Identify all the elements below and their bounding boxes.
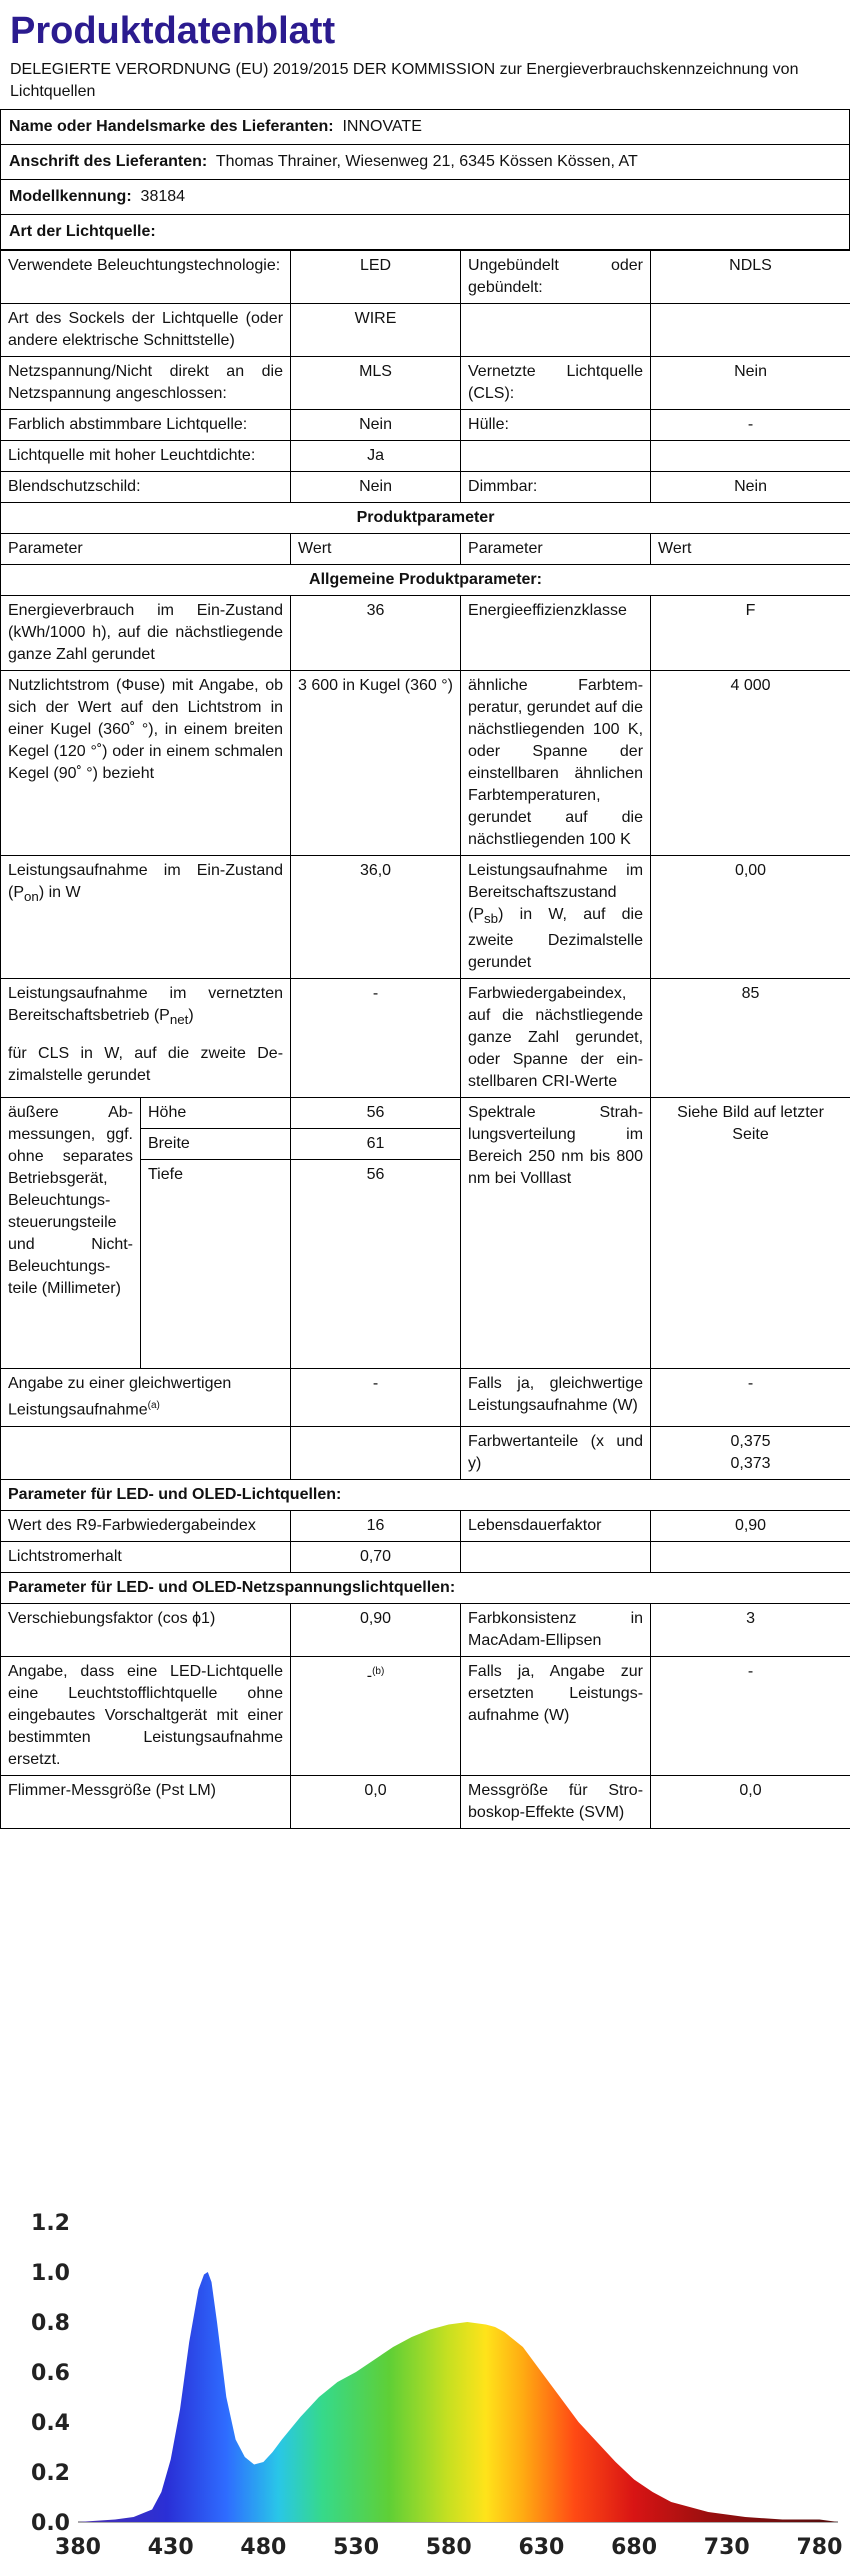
param-value: -: [291, 1369, 461, 1426]
param-value: 85: [651, 979, 850, 1098]
param-label: Lichtstromerhalt: [1, 1541, 291, 1572]
lighttype-row: [1, 472, 850, 503]
model-value: 38184: [141, 188, 186, 205]
param-row: [1, 1541, 850, 1572]
param-label: Lichtquelle mit hoher Leuchtdichte:: [1, 441, 291, 472]
empty-cell: [461, 1541, 651, 1572]
lighttype-row: [1, 251, 850, 304]
supplier-address-label: Anschrift des Lieferanten:: [9, 153, 207, 170]
spectrum-chart: [0, 2210, 850, 2560]
param-label: Leistungsaufnahme im Ein-Zustand $(P_{on})$ in W: [1, 856, 291, 979]
param-label: Energieverbrauch im Ein-Zustand (kWh/1000 h), auf die nächstliegende ganze Zahl gerundet: [1, 596, 291, 671]
param-row: [1, 1603, 850, 1656]
param-value: 16: [291, 1510, 461, 1541]
model-label: Modellkennung:: [9, 188, 132, 205]
x-tick-label: 530: [333, 2535, 379, 2560]
x-tick-label: 680: [611, 2535, 657, 2560]
param-label: Angabe, dass eine LED-Lichtquelle eine Leuchtstofflichtquelle ohne eingebautes Vorschaltgerät mit einer bestimmten Leistungsaufnahme ersetzt.: [1, 1656, 291, 1775]
param-value: Nein: [651, 357, 850, 410]
y-tick-label: 0.8: [31, 2311, 70, 2336]
param-label: Angabe zu einer gleichwertigen Leistungsaufnahme$^{(a)}$: [1, 1369, 291, 1426]
param-value: -: [651, 1369, 850, 1426]
param-value: 0,90: [291, 1603, 461, 1656]
parameter-table: [0, 250, 850, 1829]
param-label: Farbkonsistenz in MacAdam-Ellipsen: [461, 1603, 651, 1656]
param-label: Energieeffizienzklasse: [461, 596, 651, 671]
supplier-address-value: Thomas Thrainer, Wiesenweg 21, 6345 Kössen Kössen, AT: [216, 153, 638, 170]
dimensions-label: äußere Abmessungen, ggf. ohne separates Betriebsgerät, Beleuchtungssteuerungsteile und Nicht-Beleuchtungsteile (Millimeter): [1, 1098, 141, 1369]
x-tick-label: 630: [518, 2535, 564, 2560]
depth-value: 56: [291, 1160, 461, 1369]
param-value: 0,90: [651, 1510, 850, 1541]
regulation-subtitle: DELEGIERTE VERORDNUNG (EU) 2019/2015 DER KOMMISSION zur Energieverbrauchskennzeichnung von Lichtquellen: [10, 59, 840, 103]
param-label: ähnliche Farbtemperatur, gerundet auf die nächstliegenden 100 K, oder Spanne der einstellbaren ähnlichen Farbtemperaturen, gerundet auf die nächstliegenden 100 K: [461, 671, 651, 856]
param-label: Falls ja, gleichwertige Leistungsaufnahme (W): [461, 1369, 651, 1426]
supplier-name-row: [0, 109, 850, 145]
page-title: Produktdatenblatt: [10, 10, 850, 53]
param-value: 0,0: [291, 1775, 461, 1828]
param-value: 0,70: [291, 1541, 461, 1572]
x-tick-label: 580: [426, 2535, 472, 2560]
param-label: Wert des R9-Farbwiedergabeindex: [1, 1510, 291, 1541]
param-value: LED: [291, 251, 461, 304]
param-label: Leistungsaufnahme im vernetzten Bereitschaftsbetrieb $(P_{net})$ für CLS in W, auf die zweite Dezimalstelle gerundet: [1, 979, 291, 1098]
y-tick-label: 0.2: [31, 2461, 70, 2486]
spectrum-area: [78, 2272, 838, 2522]
spectral-label: Spektrale Strahlungsverteilung im Bereich 250 nm bis 800 nm bei Volllast: [461, 1098, 651, 1369]
x-tick-label: 730: [704, 2535, 750, 2560]
param-value: Nein: [651, 472, 850, 503]
param-label: Blendschutzschild:: [1, 472, 291, 503]
empty-cell: [651, 304, 850, 357]
param-label: Messgröße für Stroboskop-Effekte (SVM): [461, 1775, 651, 1828]
param-row: [1, 856, 850, 979]
param-label: Flimmer-Messgröße (Pst LM): [1, 1775, 291, 1828]
width-label: Breite: [141, 1129, 291, 1160]
param-row: [1, 596, 850, 671]
width-value: 61: [291, 1129, 461, 1160]
column-header: Parameter: [1, 534, 291, 565]
y-tick-label: 1.0: [31, 2261, 70, 2286]
param-label: Verwendete Beleuchtungstechnologie:: [1, 251, 291, 304]
lighttype-row: [1, 410, 850, 441]
param-value: 0,375 0,373: [651, 1426, 850, 1479]
param-row: [1, 1656, 850, 1775]
param-value: 4 000: [651, 671, 850, 856]
spectral-value: Siehe Bild auf letzter Seite: [651, 1098, 850, 1369]
empty-cell: [291, 1426, 461, 1479]
param-value: -: [291, 979, 461, 1098]
x-tick-label: 480: [240, 2535, 286, 2560]
param-value: Nein: [291, 410, 461, 441]
param-label: Falls ja, Angabe zur ersetzten Leistungsaufnahme (W): [461, 1656, 651, 1775]
param-row: [1, 1426, 850, 1479]
x-tick-label: 380: [55, 2535, 101, 2560]
supplier-name-value: INNOVATE: [342, 118, 421, 135]
empty-cell: [461, 304, 651, 357]
supplier-name-label: Name oder Handelsmarke des Lieferanten:: [9, 118, 334, 135]
param-row: [1, 979, 850, 1098]
section-heading: Allgemeine Produktparameter:: [1, 565, 850, 596]
param-label: Farbwertanteile (x und y): [461, 1426, 651, 1479]
light-type-heading: Art der Lichtquelle:: [0, 215, 850, 250]
empty-cell: [651, 441, 850, 472]
spectrum-svg: [0, 2210, 850, 2560]
empty-cell: [1, 1426, 291, 1479]
y-tick-label: 1.2: [31, 2211, 70, 2236]
empty-cell: [651, 1541, 850, 1572]
height-label: Höhe: [141, 1098, 291, 1129]
column-header-row: [1, 534, 850, 565]
lighttype-row: [1, 357, 850, 410]
column-header: Parameter: [461, 534, 651, 565]
section-heading: Parameter für LED- und OLED-Netzspannungslichtquellen:: [1, 1572, 850, 1603]
param-value: 36,0: [291, 856, 461, 979]
param-label: Art des Sockels der Lichtquelle (oder andere elektrische Schnittstelle): [1, 304, 291, 357]
section-heading: Parameter für LED- und OLED-Lichtquellen:: [1, 1479, 850, 1510]
x-tick-label: 780: [796, 2535, 842, 2560]
param-value: Nein: [291, 472, 461, 503]
param-value: -: [651, 410, 850, 441]
dimension-row: [1, 1098, 850, 1129]
param-label: Hülle:: [461, 410, 651, 441]
param-value: 0,00: [651, 856, 850, 979]
param-label: Leistungsaufnahme im Bereitschaftszustand $(P_{sb})$ in W, auf die zweite Dezimalstelle gerundet: [461, 856, 651, 979]
lighttype-row: [1, 441, 850, 472]
x-tick-label: 430: [148, 2535, 194, 2560]
param-value: 36: [291, 596, 461, 671]
column-header: Wert: [291, 534, 461, 565]
y-tick-label: 0.6: [31, 2361, 70, 2386]
param-row: [1, 1369, 850, 1426]
param-label: Dimmbar:: [461, 472, 651, 503]
param-label: Farbwiedergabeindex, auf die nächstliegende ganze Zahl gerundet, oder Spanne der einstellbaren CRI-Werte: [461, 979, 651, 1098]
param-value: 3 600 in Kugel (360 °): [291, 671, 461, 856]
param-row: [1, 671, 850, 856]
lighttype-row: [1, 304, 850, 357]
param-value: NDLS: [651, 251, 850, 304]
param-label: Nutzlichtstrom (Φuse) mit Angabe, ob sich der Wert auf den Lichtstrom in einer Kugel (360˚ °), in einem breiten Kegel (120 °˚) oder in einem schmalen Kegel (90˚ °) bezieht: [1, 671, 291, 856]
y-tick-label: 0.4: [31, 2411, 70, 2436]
param-value: F: [651, 596, 850, 671]
param-label: Ungebündelt oder gebündelt:: [461, 251, 651, 304]
param-label: Lebensdauerfaktor: [461, 1510, 651, 1541]
param-value: -$^{(b)}$: [291, 1656, 461, 1775]
param-row: [1, 1510, 850, 1541]
param-value: 3: [651, 1603, 850, 1656]
depth-label: Tiefe: [141, 1160, 291, 1369]
param-row: [1, 1775, 850, 1828]
param-value: -: [651, 1656, 850, 1775]
y-tick-label: 0.0: [31, 2511, 70, 2536]
param-label: Farblich abstimmbare Lichtquelle:: [1, 410, 291, 441]
param-value: Ja: [291, 441, 461, 472]
section-heading: Produktparameter: [1, 503, 850, 534]
param-value: 0,0: [651, 1775, 850, 1828]
model-row: [0, 180, 850, 215]
param-value: MLS: [291, 357, 461, 410]
column-header: Wert: [651, 534, 850, 565]
param-label: Vernetzte Lichtquelle (CLS):: [461, 357, 651, 410]
empty-cell: [461, 441, 651, 472]
height-value: 56: [291, 1098, 461, 1129]
param-label: Netzspannung/Nicht direkt an die Netzspannung angeschlossen:: [1, 357, 291, 410]
param-value: WIRE: [291, 304, 461, 357]
supplier-address-row: [0, 145, 850, 180]
param-label: Verschiebungsfaktor (cos ϕ1): [1, 1603, 291, 1656]
